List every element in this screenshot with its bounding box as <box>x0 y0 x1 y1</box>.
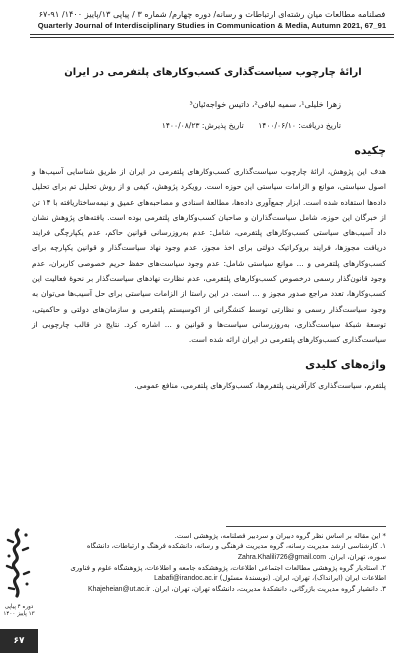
footnote-2: ۲. استادیار گروه پژوهشی مطالعات اجتماعی اطلاعات، پژوهشکده جامعه و اطلاعات، پژوهشگاه علوم و فناوری اطلاعات ایران (ایرانداک)، تهران، ایران. (نویسندهٔ مسئول) Labafi@irandoc.ac.ir <box>70 563 386 583</box>
email-1[interactable]: Zahra.Khalili726@gmail.com <box>237 553 327 561</box>
keywords-text: پلتفرم، سیاست‌گذاری کارآفرینی پلتفرم‌ها، کسب‌وکارهای پلتفرمی، منافع عمومی. <box>134 381 386 390</box>
keywords-heading: واژه‌های کلیدی <box>305 358 386 371</box>
journal-header <box>30 8 394 31</box>
issue-info: دوره ۴ پیاپی ۱۳ پاییز ۱۴۰۰ <box>3 604 35 617</box>
page-number: ۶۷ <box>0 629 38 653</box>
footnote-3: ۳. دانشیار گروه مدیریت بازرگانی، دانشکدهٔ مدیریت، دانشگاه تهران، تهران، ایران. Khajeheian@ut.ac.ir <box>88 585 386 594</box>
abstract-heading: چکیده <box>354 144 386 157</box>
journal-header-fa: فصلنامه مطالعات میان رشته‌ای ارتباطات و رسانه/ دوره چهارم/ شماره ۳ / پیاپی ۱۳/پاییز ۱۴۰۰/ ۹۱-۶۷ <box>38 9 386 19</box>
footnotes <box>70 531 386 596</box>
header-rule-bottom <box>30 37 394 38</box>
article-dates <box>162 121 341 130</box>
received-date: تاریخ دریافت: ۱۴۰۰/۰۶/۱۰ <box>258 121 341 130</box>
header-rule-top <box>30 34 394 35</box>
abstract-text: هدف این پژوهش، ارائهٔ چارچوب سیاست‌گذاری کسب‌وکارهای پلتفرمی در ایران از طریق شناسایی آسیب‌ها و اصول سیاستی، موانع و الزامات سیاستی این حوزه است. رویکرد پژوهش، کیفی و از روش تحلیل تم برای تحلیل داده‌ها استفاده شده است. ابزار جمع‌آوری داده‌ها، مطالعهٔ اسنادی و مصاحبه‌های عمیق و نیمه‌ساختاریافته با ۱۴ تن از خبرگان این حوزه، شامل سیاست‌گذاران و صاحبان کسب‌وکارهای پلتفرمی بوده است. یافته‌های پژوهش نشان داد آسیب‌های سیاستی کسب‌وکارهای پلتفرمی، شامل: عدم به‌روزرسانی قوانین حاکم، عدم یکپارچگی فرایند دریافت مجوزها، فرایند بروکراتیک دولتی برای اخذ مجوز، عدم وجود نهاد سیاست‌گذار و قوانین یکپارچه برای کسب‌وکارهای پلتفرمی و ... موانع سیاستی شامل: عدم وجود سیاست‌های حفظ حریم خصوصی کاربران، عدم وجود قانون‌گذار رسمی درخصوص کسب‌وکارهای پلتفرمی، عدم نظارت نهادهای سیاست‌گذار بر نحوهٔ فعالیت این کسب‌وکارها، تعدد مراجع صدور مجوز و ... است. در این راستا از الزامات سیاستی برای حل آسیب‌ها می‌توان به وجود سیاست‌گذار رسمی و نظارتی توسط کنشگرانی از اکوسیستم پلتفرمی و سازمان‌های دولتی و حاکمیتی، توسعهٔ شبکهٔ سیاست‌گذاری، به‌روزرسانی سیاست‌ها و قوانین و ... اشاره کرد. نتایج در قالب چارچوبی از سیاست‌گذاری کسب‌وکارهای پلتفرمی در ایران ارائه شده است. <box>32 167 386 345</box>
footnote-rule <box>226 526 386 527</box>
journal-header-en: Quarterly Journal of Interdisciplinary Studies in Communication & Media, Autumn 2021, 67_91 <box>37 21 387 30</box>
footnote-star: * این مقاله بر اساس نظر گروه دبیران و سردبیر فصلنامه، پژوهشی است. <box>174 532 386 540</box>
article-authors: زهرا خلیلی¹، سمیه لبافی²، داتیس خواجه‌ئیان³ <box>189 100 341 109</box>
footnote-1: ۱. کارشناسی ارشد مدیریت رسانه، گروه مدیریت فرهنگی و رسانه، دانشکده فرهنگ و ارتباطات، دانشگاه سوره، تهران، ایران. Zahra.Khalili726@gmail.com <box>86 542 386 561</box>
journal-calligraphy-logo-icon <box>0 526 36 606</box>
article-title: ارائهٔ چارچوب سیاست‌گذاری کسب‌وکارهای پلتفرمی در ایران <box>64 67 362 78</box>
email-2[interactable]: Labafi@irandoc.ac.ir <box>154 575 218 583</box>
accepted-date: تاریخ پذیرش: ۱۴۰۰/۰۸/۲۳ <box>161 121 244 130</box>
email-3[interactable]: Khajeheian@ut.ac.ir <box>88 586 151 594</box>
